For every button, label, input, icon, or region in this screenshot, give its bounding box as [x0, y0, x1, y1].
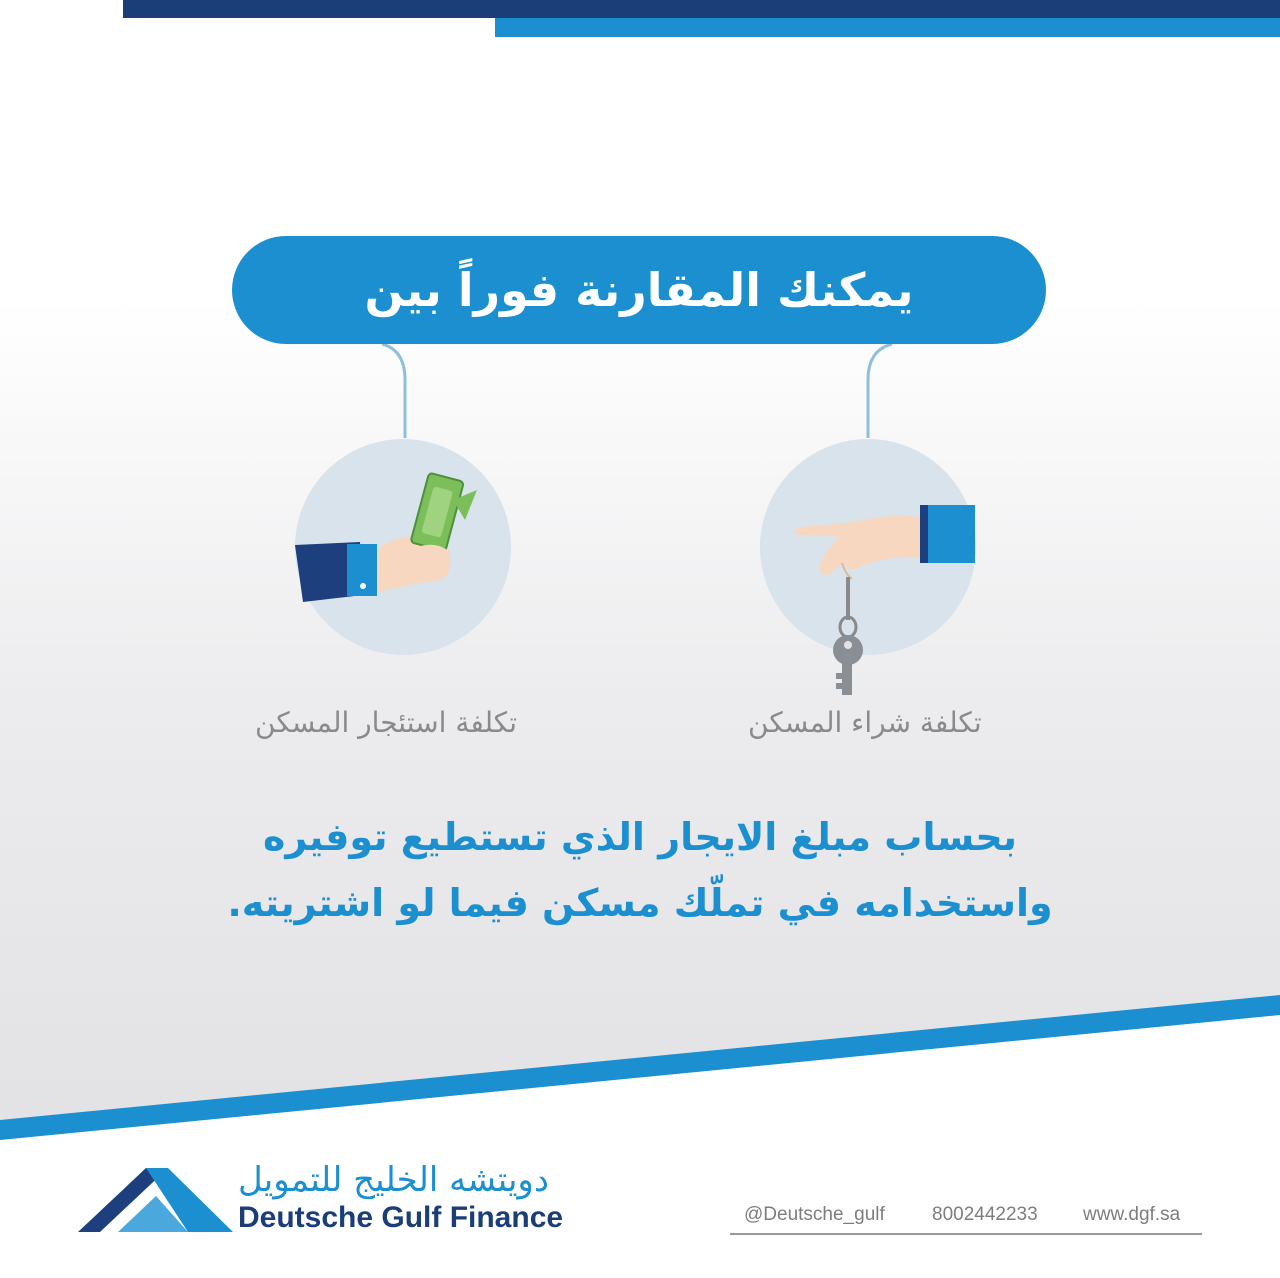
buy-cost-label: تكلفة شراء المسكن [748, 706, 982, 739]
phone-number[interactable]: 8002442233 [932, 1204, 1038, 1225]
description-line-1: بحساب مبلغ الايجار الذي تستطيع توفيره [262, 815, 1018, 859]
twitter-handle[interactable]: @Deutsche_gulf [744, 1204, 885, 1225]
logo-arabic-text: دويتشه الخليج للتمويل [238, 1160, 549, 1200]
page-title: يمكنك المقارنة فوراً بين [364, 263, 914, 317]
contact-underline [730, 1233, 1202, 1235]
logo-english-text: Deutsche Gulf Finance [238, 1201, 564, 1234]
description-line-2: واستخدامه في تملّك مسكن فيما لو اشتريته. [227, 881, 1053, 925]
rent-cost-label: تكلفة استئجار المسكن [255, 706, 518, 739]
dgf-logo-icon [78, 1168, 233, 1234]
website-link[interactable]: www.dgf.sa [1083, 1204, 1181, 1225]
